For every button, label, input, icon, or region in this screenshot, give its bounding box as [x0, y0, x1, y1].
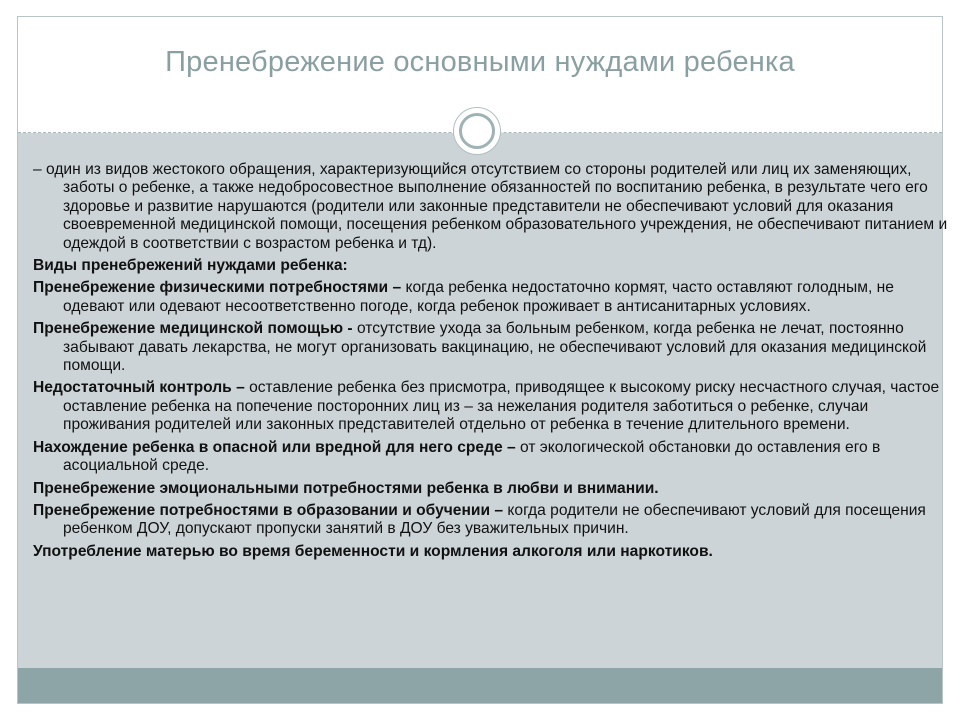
- footer-bar: [18, 668, 942, 703]
- intro-paragraph: – один из видов жестокого обращения, характеризующийся отсутствием со стороны родителей или лиц их заменяющих, заботы о ребенке, а также недобросовестное выполнение обязанностей по воспитанию ребенка, в результате чего его здоровье и развитие нарушаются (родители или законные представители не обеспечивают условий для оказания своевременной медицинской помощи, посещения ребенком образовательного учреждения, не обеспечивают питанием и одеждой в соответствии с возрастом ребенка и тд).: [33, 161, 948, 252]
- list-item: Пренебрежение эмоциональными потребностями ребенка в любви и внимании.: [33, 479, 659, 497]
- list-item: Употребление матерью во время беременности и кормления алкоголя или наркотиков.: [33, 542, 713, 560]
- slide-text: [33, 161, 951, 565]
- list-item: Пренебрежение потребностями в образовании и обучении – когда родители не обеспечивают условий для посещения ребенком ДОУ, допускают пропуски занятий в ДОУ без уважительных причин.: [33, 501, 926, 538]
- slide-title: Пренебрежение основными нуждами ребенка: [165, 46, 795, 78]
- types-heading: Виды пренебрежений нуждами ребенка:: [33, 257, 348, 275]
- list-item: Нахождение ребенка в опасной или вредной для него среде – от экологической обстановки до оставления его в асоциальной среде.: [33, 438, 881, 475]
- circle-ornament-icon: [453, 107, 501, 155]
- circle-ring: [459, 113, 495, 149]
- list-item: Недостаточный контроль – оставление ребенка без присмотра, приводящее к высокому риску несчастного случая, частое оставление ребенка на попечение посторонних лиц из – за нежелания родителя заботиться о ребенке, случаи проживания родителей или законных представителей отдельно от ребенка в течение длительного времени.: [33, 379, 940, 434]
- list-item: Пренебрежение физическими потребностями – когда ребенка недостаточно кормят, часто оставляют голодным, не одевают или одевают несоответственно погоде, когда ребенок проживает в антисанитарных условиях.: [33, 279, 894, 315]
- list-item: Пренебрежение медицинской помощью - отсутствие ухода за больным ребенком, когда ребенка не лечат, постоянно забывают давать лекарства, не могут организовать вакцинацию, не обеспечивают условий для оказания медицинской помощи.: [33, 320, 927, 375]
